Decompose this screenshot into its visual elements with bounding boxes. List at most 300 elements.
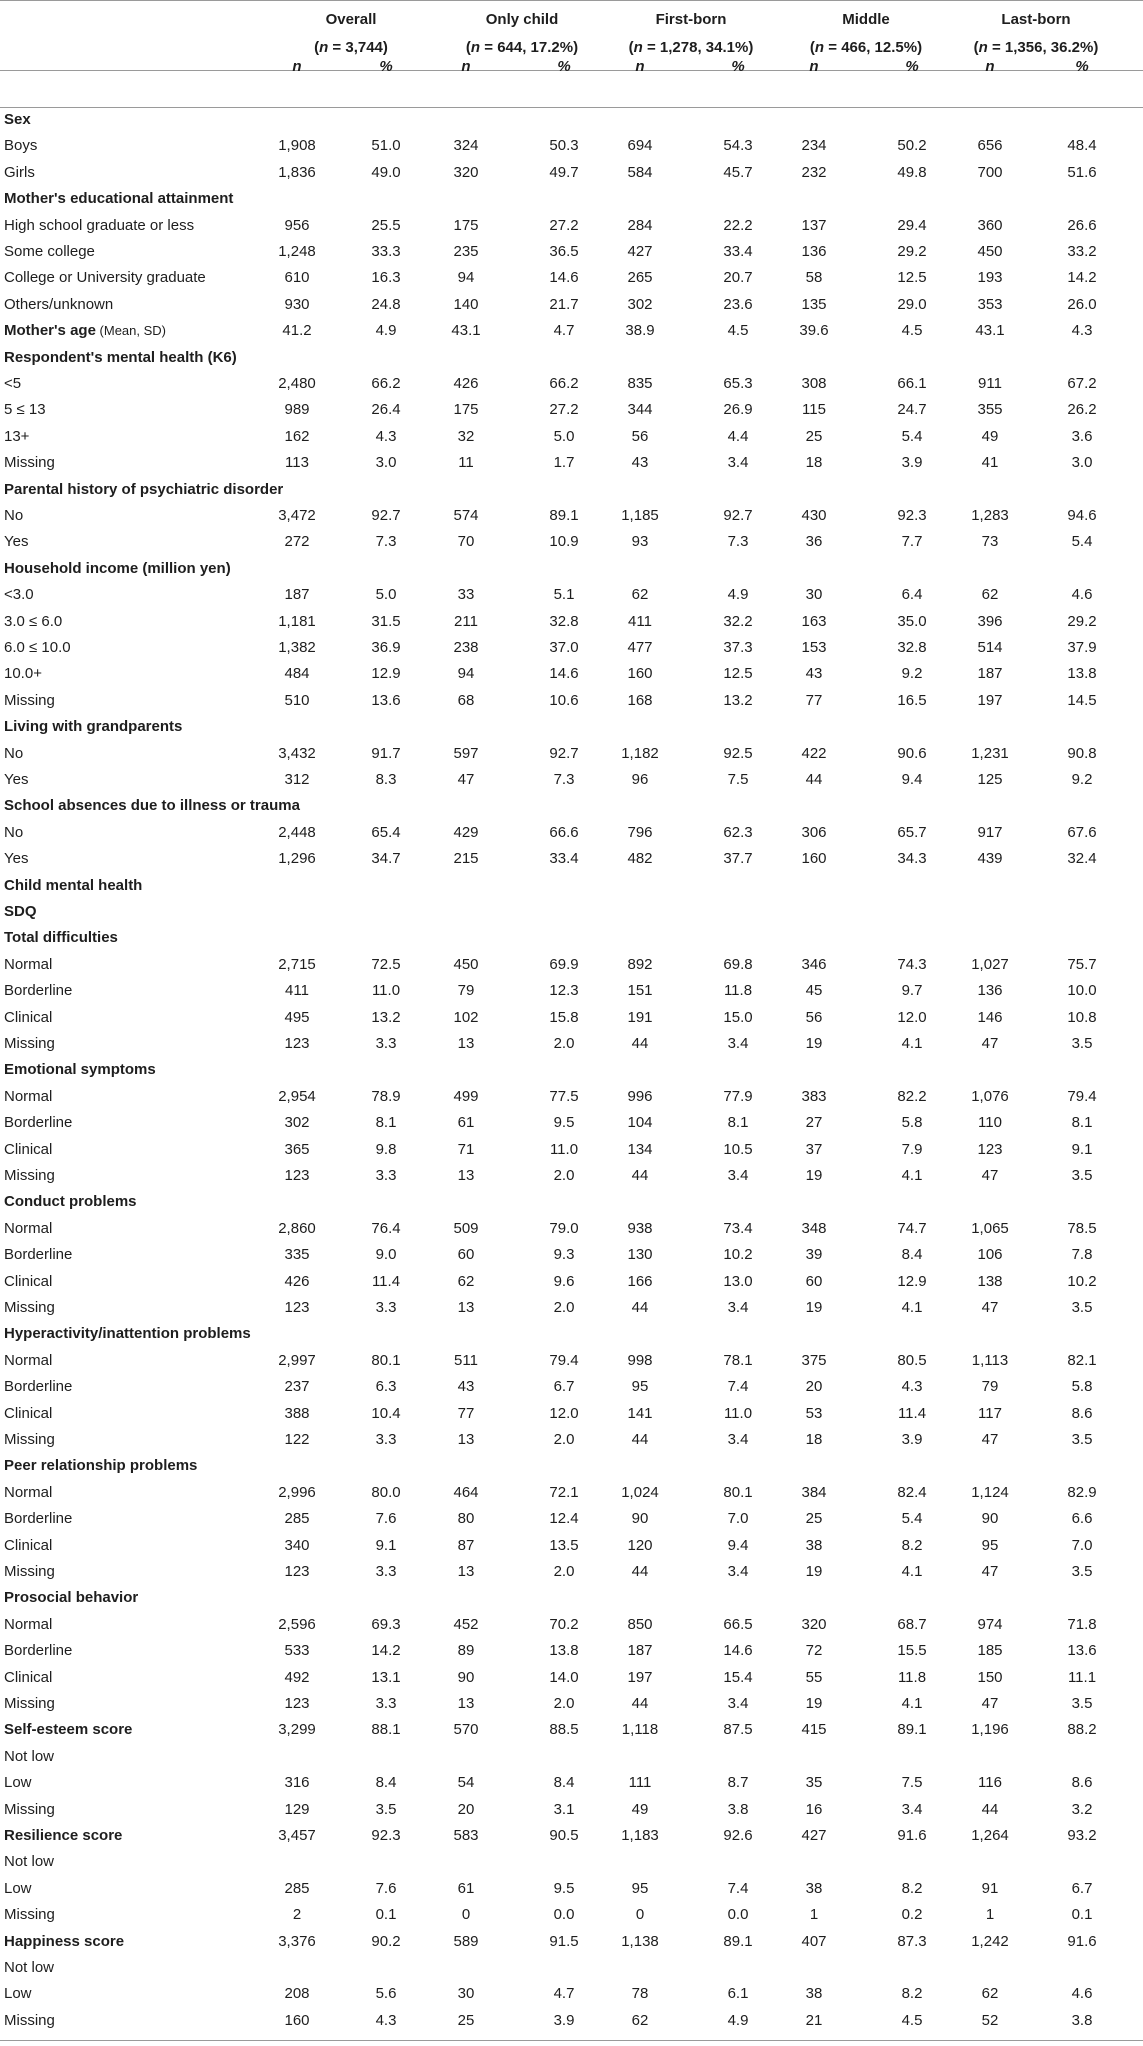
cell-count: 375: [801, 1352, 827, 1369]
cell-percent: 13.8: [1067, 665, 1097, 682]
cell-count: 2,997: [278, 1352, 316, 1369]
cell-count: 18: [805, 1431, 823, 1448]
cell-percent: 7.3: [727, 533, 749, 550]
cell-count: 464: [453, 1484, 479, 1501]
cell-percent: 3.9: [901, 454, 923, 471]
cell-percent: 9.8: [375, 1141, 397, 1158]
row-label: [4, 1352, 52, 1370]
row-label-text: Missing: [4, 1431, 55, 1448]
cell-count: 13: [457, 1299, 475, 1316]
cell-percent: 8.6: [1071, 1774, 1093, 1791]
row-label-text: Normal: [4, 1088, 53, 1105]
column-group-title: Only child: [485, 11, 559, 28]
cell-count: 166: [627, 1273, 653, 1290]
row-label-text: Mother's age: [4, 322, 96, 339]
column-header-n: n: [292, 58, 302, 75]
row-label-text: No: [4, 507, 24, 524]
cell-count: 123: [977, 1141, 1003, 1158]
cell-percent: 6.1: [727, 1985, 749, 2002]
row-label-text: Missing: [4, 1695, 55, 1712]
cell-count: 56: [805, 1009, 823, 1026]
row-label: [4, 982, 72, 1000]
cell-count: 44: [631, 1695, 649, 1712]
row-label: [4, 850, 28, 868]
cell-count: 55: [805, 1669, 823, 1686]
cell-count: 510: [284, 692, 310, 709]
cell-count: 160: [801, 850, 827, 867]
row-label-text: Not low: [4, 1748, 55, 1765]
cell-percent: 6.3: [375, 1378, 397, 1395]
cell-percent: 94.6: [1067, 507, 1097, 524]
cell-count: 426: [284, 1273, 310, 1290]
column-header-percent: %: [731, 58, 745, 75]
cell-count: 19: [805, 1035, 823, 1052]
cell-percent: 27.2: [549, 217, 579, 234]
row-label-text: Prosocial behavior: [4, 1589, 139, 1606]
cell-percent: 2.0: [553, 1695, 575, 1712]
row-label: [4, 665, 42, 683]
cell-count: 70: [457, 533, 475, 550]
cell-count: 27: [805, 1114, 823, 1131]
row-label-text: 13+: [4, 428, 30, 445]
row-label: [4, 1220, 52, 1238]
cell-percent: 77.9: [723, 1088, 753, 1105]
cell-count: 2,954: [278, 1088, 316, 1105]
cell-count: 78: [631, 1985, 649, 2002]
cell-percent: 12.0: [897, 1009, 927, 1026]
row-label-text: Borderline: [4, 1246, 73, 1263]
cell-count: 19: [805, 1167, 823, 1184]
cell-count: 56: [631, 428, 649, 445]
cell-count: 44: [631, 1299, 649, 1316]
cell-percent: 26.6: [1067, 217, 1097, 234]
cell-count: 1,264: [971, 1827, 1009, 1844]
cell-count: 232: [801, 164, 827, 181]
cell-percent: 4.9: [727, 586, 749, 603]
cell-count: 1,124: [971, 1484, 1009, 1501]
cell-count: 2,596: [278, 1616, 316, 1633]
cell-count: 911: [978, 375, 1002, 392]
row-label: [4, 1035, 55, 1053]
cell-count: 90: [981, 1510, 999, 1527]
cell-count: 25: [805, 428, 823, 445]
cell-percent: 3.4: [727, 1035, 749, 1052]
row-section-label: [4, 560, 231, 578]
cell-count: 21: [805, 2012, 823, 2029]
cell-percent: 4.9: [375, 322, 397, 339]
cell-count: 163: [801, 613, 827, 630]
cell-percent: 91.5: [549, 1933, 579, 1950]
row-section-label: [4, 322, 166, 340]
row-label-text: Low: [4, 1985, 32, 2002]
cell-count: 1,185: [621, 507, 659, 524]
row-label: [4, 1167, 55, 1185]
cell-percent: 12.9: [371, 665, 401, 682]
cell-percent: 12.4: [549, 1510, 579, 1527]
cell-percent: 0.1: [1071, 1906, 1093, 1923]
row-label: [4, 1563, 55, 1581]
cell-percent: 5.4: [901, 1510, 923, 1527]
cell-percent: 33.4: [723, 243, 753, 260]
cell-count: 285: [284, 1510, 310, 1527]
cell-count: 892: [627, 956, 653, 973]
cell-count: 1,118: [621, 1721, 659, 1738]
cell-percent: 10.0: [1067, 982, 1097, 999]
cell-percent: 6.7: [553, 1378, 575, 1395]
row-label-text: School absences due to illness or trauma: [4, 797, 300, 814]
cell-count: 407: [801, 1933, 827, 1950]
cell-percent: 2.0: [553, 1431, 575, 1448]
cell-percent: 27.2: [549, 401, 579, 418]
cell-percent: 8.1: [375, 1114, 397, 1131]
cell-percent: 9.2: [1071, 771, 1093, 788]
cell-percent: 8.7: [727, 1774, 749, 1791]
cell-percent: 4.3: [901, 1378, 923, 1395]
row-label: [4, 1880, 32, 1898]
cell-count: 340: [284, 1537, 310, 1554]
cell-count: 1,836: [278, 164, 316, 181]
cell-percent: 15.8: [549, 1009, 579, 1026]
cell-count: 388: [284, 1405, 310, 1422]
cell-percent: 78.5: [1067, 1220, 1097, 1237]
row-section-label: [4, 1589, 138, 1607]
cell-count: 215: [453, 850, 479, 867]
cell-count: 38: [805, 1537, 823, 1554]
cell-count: 94: [457, 665, 475, 682]
cell-count: 18: [805, 454, 823, 471]
cell-percent: 7.9: [901, 1141, 923, 1158]
cell-percent: 6.7: [1071, 1880, 1093, 1897]
cell-percent: 4.3: [375, 2012, 397, 2029]
cell-count: 73: [981, 533, 999, 550]
cell-count: 168: [627, 692, 653, 709]
column-header-percent: %: [557, 58, 571, 75]
cell-percent: 49.7: [549, 164, 579, 181]
cell-count: 110: [978, 1114, 1002, 1131]
row-label-text: College or University graduate: [4, 269, 206, 286]
row-label-suffix: (Mean, SD): [95, 323, 166, 338]
row-section-label: [4, 929, 118, 947]
row-label-text: Missing: [4, 1167, 55, 1184]
cell-percent: 71.8: [1067, 1616, 1097, 1633]
row-label: [4, 507, 23, 525]
cell-percent: 5.1: [553, 586, 575, 603]
cell-percent: 11.8: [723, 982, 753, 999]
cell-count: 44: [631, 1431, 649, 1448]
cell-count: 482: [627, 850, 653, 867]
row-label-text: Missing: [4, 454, 55, 471]
cell-percent: 4.1: [901, 1035, 923, 1052]
cell-percent: 13.1: [371, 1669, 401, 1686]
cell-percent: 5.0: [375, 586, 397, 603]
cell-count: 71: [457, 1141, 475, 1158]
row-label: [4, 1484, 52, 1502]
cell-percent: 9.0: [375, 1246, 397, 1263]
row-label: [4, 375, 21, 393]
cell-count: 60: [805, 1273, 823, 1290]
cell-count: 44: [631, 1035, 649, 1052]
row-label-text: Happiness score: [4, 1933, 125, 1950]
row-label: [4, 454, 55, 472]
cell-percent: 2.0: [553, 1299, 575, 1316]
cell-percent: 14.0: [549, 1669, 579, 1686]
cell-count: 211: [454, 613, 478, 630]
cell-count: 113: [285, 454, 309, 471]
cell-count: 43.1: [451, 322, 481, 339]
cell-count: 396: [977, 613, 1003, 630]
cell-percent: 4.6: [1071, 1985, 1093, 2002]
cell-percent: 3.0: [1071, 454, 1093, 471]
cell-count: 1,283: [971, 507, 1009, 524]
cell-count: 123: [284, 1563, 310, 1580]
cell-percent: 51.6: [1067, 164, 1097, 181]
cell-percent: 69.9: [549, 956, 579, 973]
row-label: [4, 1088, 52, 1106]
cell-percent: 91.6: [1067, 1933, 1097, 1950]
cell-count: 197: [627, 1669, 653, 1686]
row-label-text: 5 ≤ 13: [4, 401, 46, 418]
row-label-text: Normal: [4, 956, 53, 973]
cell-percent: 9.4: [727, 1537, 749, 1554]
cell-count: 583: [453, 1827, 479, 1844]
row-label-text: Yes: [4, 850, 29, 867]
cell-count: 1,382: [278, 639, 316, 656]
cell-percent: 32.8: [897, 639, 927, 656]
cell-count: 39.6: [799, 322, 829, 339]
cell-percent: 11.4: [371, 1273, 401, 1290]
cell-count: 53: [805, 1405, 823, 1422]
cell-percent: 3.9: [553, 2012, 575, 2029]
cell-percent: 3.3: [375, 1035, 397, 1052]
row-section-label: [4, 1933, 124, 1951]
cell-percent: 62.3: [723, 824, 753, 841]
cell-percent: 3.5: [1071, 1563, 1093, 1580]
cell-count: 72: [805, 1642, 823, 1659]
column-header-n: n: [461, 58, 471, 75]
row-label: [4, 1748, 54, 1766]
cell-percent: 4.5: [901, 2012, 923, 2029]
cell-count: 2,448: [278, 824, 316, 841]
cell-count: 998: [627, 1352, 653, 1369]
cell-count: 25: [805, 1510, 823, 1527]
cell-percent: 3.4: [727, 454, 749, 471]
cell-percent: 10.2: [1067, 1273, 1097, 1290]
cell-percent: 31.5: [371, 613, 401, 630]
row-label: [4, 217, 194, 235]
cell-count: 77: [457, 1405, 475, 1422]
row-label-text: Borderline: [4, 982, 73, 999]
cell-count: 49: [631, 1801, 649, 1818]
row-label-text: Clinical: [4, 1141, 53, 1158]
cell-count: 193: [977, 269, 1003, 286]
cell-percent: 4.6: [1071, 586, 1093, 603]
row-label: [4, 533, 28, 551]
row-label: [4, 1959, 54, 1977]
row-label: [4, 1273, 52, 1291]
cell-count: 47: [981, 1167, 999, 1184]
cell-percent: 3.8: [727, 1801, 749, 1818]
cell-percent: 66.2: [549, 375, 579, 392]
row-label-text: Missing: [4, 1801, 55, 1818]
cell-count: 79: [457, 982, 475, 999]
cell-percent: 50.2: [897, 137, 927, 154]
cell-count: 47: [981, 1695, 999, 1712]
cell-count: 452: [453, 1616, 479, 1633]
cell-count: 117: [978, 1405, 1002, 1422]
cell-percent: 12.9: [897, 1273, 927, 1290]
cell-count: 796: [627, 824, 653, 841]
cell-count: 160: [284, 2012, 310, 2029]
cell-count: 191: [627, 1009, 653, 1026]
cell-percent: 20.7: [723, 269, 753, 286]
cell-count: 316: [284, 1774, 310, 1791]
row-label-text: 10.0+: [4, 665, 42, 682]
cell-percent: 13.5: [549, 1537, 579, 1554]
cell-count: 1,027: [971, 956, 1009, 973]
cell-count: 43: [457, 1378, 475, 1395]
cell-percent: 72.5: [371, 956, 401, 973]
cell-count: 1,113: [971, 1352, 1009, 1369]
row-label-text: Not low: [4, 1959, 55, 1976]
cell-percent: 0.0: [727, 1906, 749, 1923]
cell-percent: 24.8: [371, 296, 401, 313]
cell-count: 610: [284, 269, 310, 286]
cell-percent: 34.7: [371, 850, 401, 867]
row-section-label: [4, 797, 300, 815]
cell-count: 93: [631, 533, 649, 550]
cell-count: 234: [801, 137, 827, 154]
row-label-text: Missing: [4, 692, 55, 709]
column-group-count: (n = 1,356, 36.2%): [973, 39, 1099, 56]
cell-percent: 14.6: [549, 665, 579, 682]
cell-percent: 5.0: [553, 428, 575, 445]
cell-count: 58: [805, 269, 823, 286]
cell-count: 44: [805, 771, 823, 788]
cell-percent: 7.4: [727, 1880, 749, 1897]
cell-count: 302: [284, 1114, 310, 1131]
cell-percent: 32.2: [723, 613, 753, 630]
cell-percent: 88.1: [371, 1721, 401, 1738]
cell-percent: 0.0: [553, 1906, 575, 1923]
cell-percent: 92.3: [897, 507, 927, 524]
cell-percent: 65.7: [897, 824, 927, 841]
cell-count: 19: [805, 1563, 823, 1580]
row-label-text: Borderline: [4, 1510, 73, 1527]
row-label-text: 3.0 ≤ 6.0: [4, 613, 63, 630]
cell-count: 95: [981, 1537, 999, 1554]
cell-count: 134: [627, 1141, 653, 1158]
cell-count: 87: [457, 1537, 475, 1554]
cell-count: 477: [627, 639, 653, 656]
cell-percent: 0.2: [901, 1906, 923, 1923]
cell-percent: 37.9: [1067, 639, 1097, 656]
cell-count: 499: [453, 1088, 479, 1105]
row-label-text: Self-esteem score: [4, 1721, 133, 1738]
row-section-label: [4, 1193, 137, 1211]
cell-percent: 1.7: [553, 454, 575, 471]
cell-count: 656: [977, 137, 1003, 154]
cell-count: 79: [981, 1378, 999, 1395]
cell-percent: 89.1: [897, 1721, 927, 1738]
row-section-label: [4, 481, 283, 499]
cell-count: 175: [453, 401, 479, 418]
cell-percent: 3.4: [727, 1299, 749, 1316]
cell-percent: 7.7: [901, 533, 923, 550]
cell-count: 96: [631, 771, 649, 788]
cell-percent: 4.1: [901, 1167, 923, 1184]
cell-percent: 26.2: [1067, 401, 1097, 418]
row-label-text: Missing: [4, 1563, 55, 1580]
cell-percent: 3.3: [375, 1695, 397, 1712]
cell-count: 19: [805, 1695, 823, 1712]
cell-count: 1,242: [971, 1933, 1009, 1950]
cell-percent: 4.7: [553, 1985, 575, 2002]
cell-count: 13: [457, 1431, 475, 1448]
cell-percent: 4.5: [901, 322, 923, 339]
cell-percent: 22.2: [723, 217, 753, 234]
cell-count: 360: [977, 217, 1003, 234]
table-top-rule: [0, 0, 1143, 1]
row-label-text: Clinical: [4, 1669, 53, 1686]
row-label-text: Not low: [4, 1853, 55, 1870]
row-label-text: Boys: [4, 137, 38, 154]
cell-percent: 15.0: [723, 1009, 753, 1026]
cell-count: 1,076: [971, 1088, 1009, 1105]
cell-percent: 33.3: [371, 243, 401, 260]
cell-count: 312: [284, 771, 310, 788]
cell-percent: 37.3: [723, 639, 753, 656]
cell-count: 427: [801, 1827, 827, 1844]
cell-percent: 4.1: [901, 1695, 923, 1712]
cell-percent: 26.4: [371, 401, 401, 418]
cell-percent: 9.3: [553, 1246, 575, 1263]
row-label-text: Clinical: [4, 1009, 53, 1026]
cell-percent: 12.5: [723, 665, 753, 682]
cell-count: 589: [453, 1933, 479, 1950]
cell-percent: 92.6: [723, 1827, 753, 1844]
cell-count: 32: [457, 428, 475, 445]
cell-percent: 77.5: [549, 1088, 579, 1105]
cell-percent: 3.3: [375, 1299, 397, 1316]
cell-percent: 8.4: [375, 1774, 397, 1791]
cell-percent: 8.1: [727, 1114, 749, 1131]
cell-percent: 21.7: [549, 296, 579, 313]
cell-percent: 3.2: [1071, 1801, 1093, 1818]
cell-count: 956: [284, 217, 310, 234]
cell-percent: 15.4: [723, 1669, 753, 1686]
row-label: [4, 1299, 55, 1317]
row-label: [4, 692, 55, 710]
row-section-label: [4, 1721, 132, 1739]
cell-count: 3,472: [278, 507, 316, 524]
column-header-n: n: [985, 58, 995, 75]
row-label: [4, 586, 34, 604]
cell-count: 238: [453, 639, 479, 656]
cell-percent: 26.9: [723, 401, 753, 418]
cell-percent: 13.6: [1067, 1642, 1097, 1659]
cell-percent: 88.2: [1067, 1721, 1097, 1738]
cell-percent: 7.6: [375, 1880, 397, 1897]
cell-percent: 29.2: [1067, 613, 1097, 630]
row-label: [4, 1431, 55, 1449]
row-label-text: Normal: [4, 1352, 53, 1369]
cell-percent: 11.8: [897, 1669, 927, 1686]
cell-count: 850: [627, 1616, 653, 1633]
cell-count: 1,231: [971, 745, 1009, 762]
cell-percent: 67.6: [1067, 824, 1097, 841]
cell-count: 237: [284, 1378, 310, 1395]
row-label-text: Borderline: [4, 1378, 73, 1395]
